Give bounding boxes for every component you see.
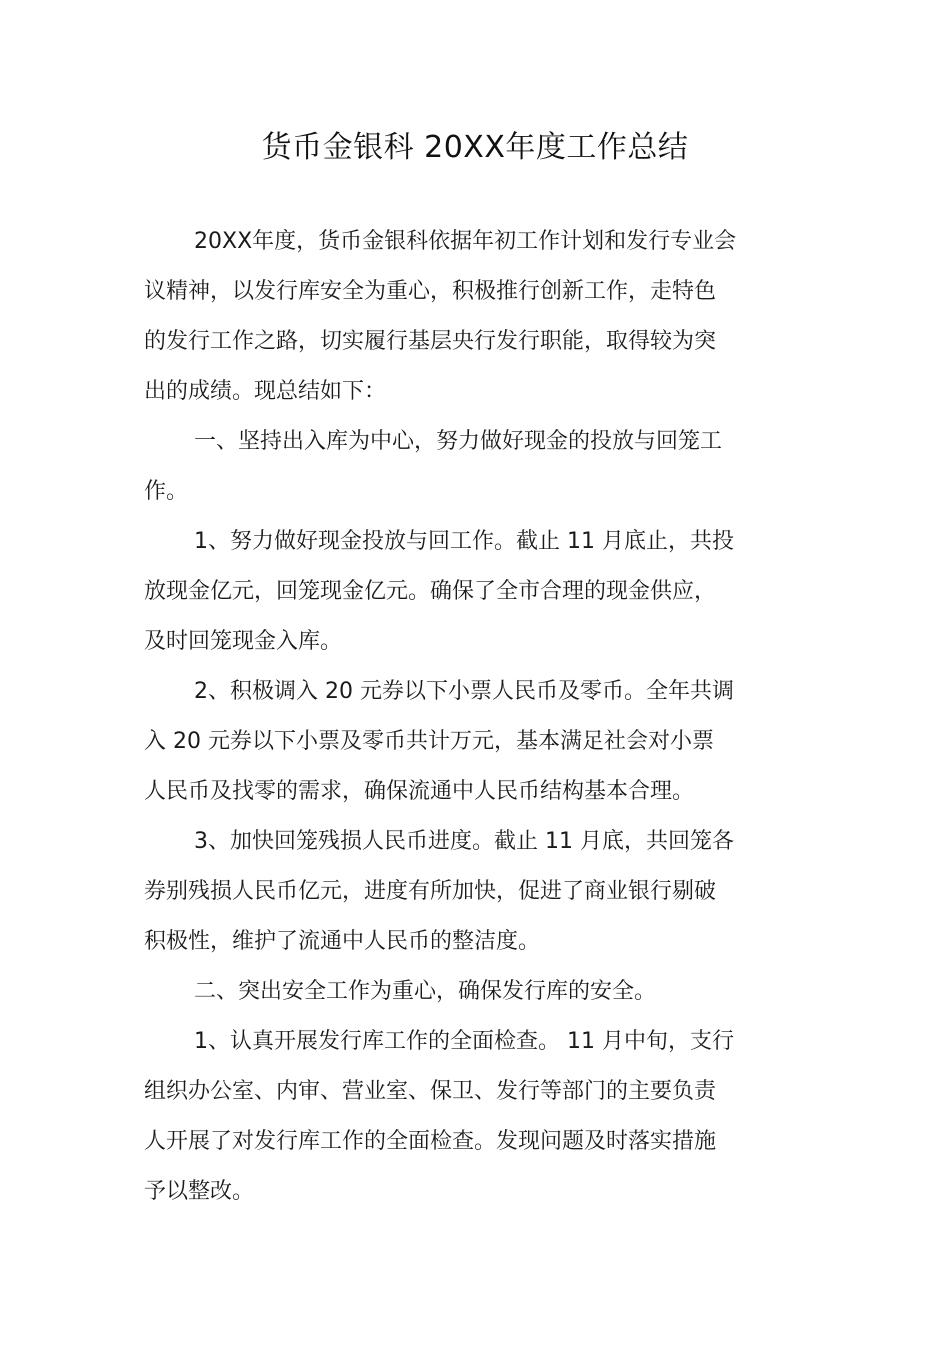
paragraph-line: 1、认真开展发行库工作的全面检查。 11 月中旬，支行 (194, 1029, 734, 1054)
paragraph-line: 议精神，以发行库安全为重心，积极推行创新工作，走特色 (144, 279, 717, 304)
paragraph-line: 二、突出安全工作为重心，确保发行库的安全。 (194, 979, 657, 1004)
paragraph-line: 入 20 元券以下小票及零币共计万元，基本满足社会对小票 (144, 729, 714, 754)
paragraph-line: 2、积极调入 20 元券以下小票人民币及零币。全年共调 (194, 679, 734, 704)
paragraph-line: 的发行工作之路，切实履行基层央行发行职能，取得较为突 (144, 329, 717, 354)
document-title: 货币金银科 20XX年度工作总结 (261, 130, 689, 165)
paragraph-line: 3、加快回笼残损人民币进度。截止 11 月底，共回笼各 (194, 829, 734, 854)
paragraph-line: 人民币及找零的需求，确保流通中人民币结构基本合理。 (144, 779, 695, 804)
paragraph-line: 1、努力做好现金投放与回工作。截止 11 月底止，共投 (194, 529, 734, 554)
paragraph-line: 组织办公室、内审、营业室、保卫、发行等部门的主要负责 (144, 1079, 717, 1104)
paragraph-line: 人开展了对发行库工作的全面检查。发现问题及时落实措施 (144, 1129, 717, 1154)
paragraph-line: 一、坚持出入库为中心，努力做好现金的投放与回笼工 (194, 429, 723, 454)
paragraph-line: 券别残损人民币亿元，进度有所加快，促进了商业银行剔破 (144, 879, 717, 904)
paragraph-line: 积极性，维护了流通中人民币的整洁度。 (144, 929, 541, 954)
paragraph-line: 予以整改。 (144, 1179, 255, 1204)
paragraph-line: 作。 (144, 479, 189, 504)
paragraph-line: 及时回笼现金入库。 (144, 629, 343, 654)
paragraph-line: 20XX年度，货币金银科依据年初工作计划和发行专业会 (194, 229, 737, 254)
paragraph-line: 出的成绩。现总结如下： (144, 379, 387, 404)
paragraph-line: 放现金亿元，回笼现金亿元。确保了全市合理的现金供应， (144, 579, 717, 604)
